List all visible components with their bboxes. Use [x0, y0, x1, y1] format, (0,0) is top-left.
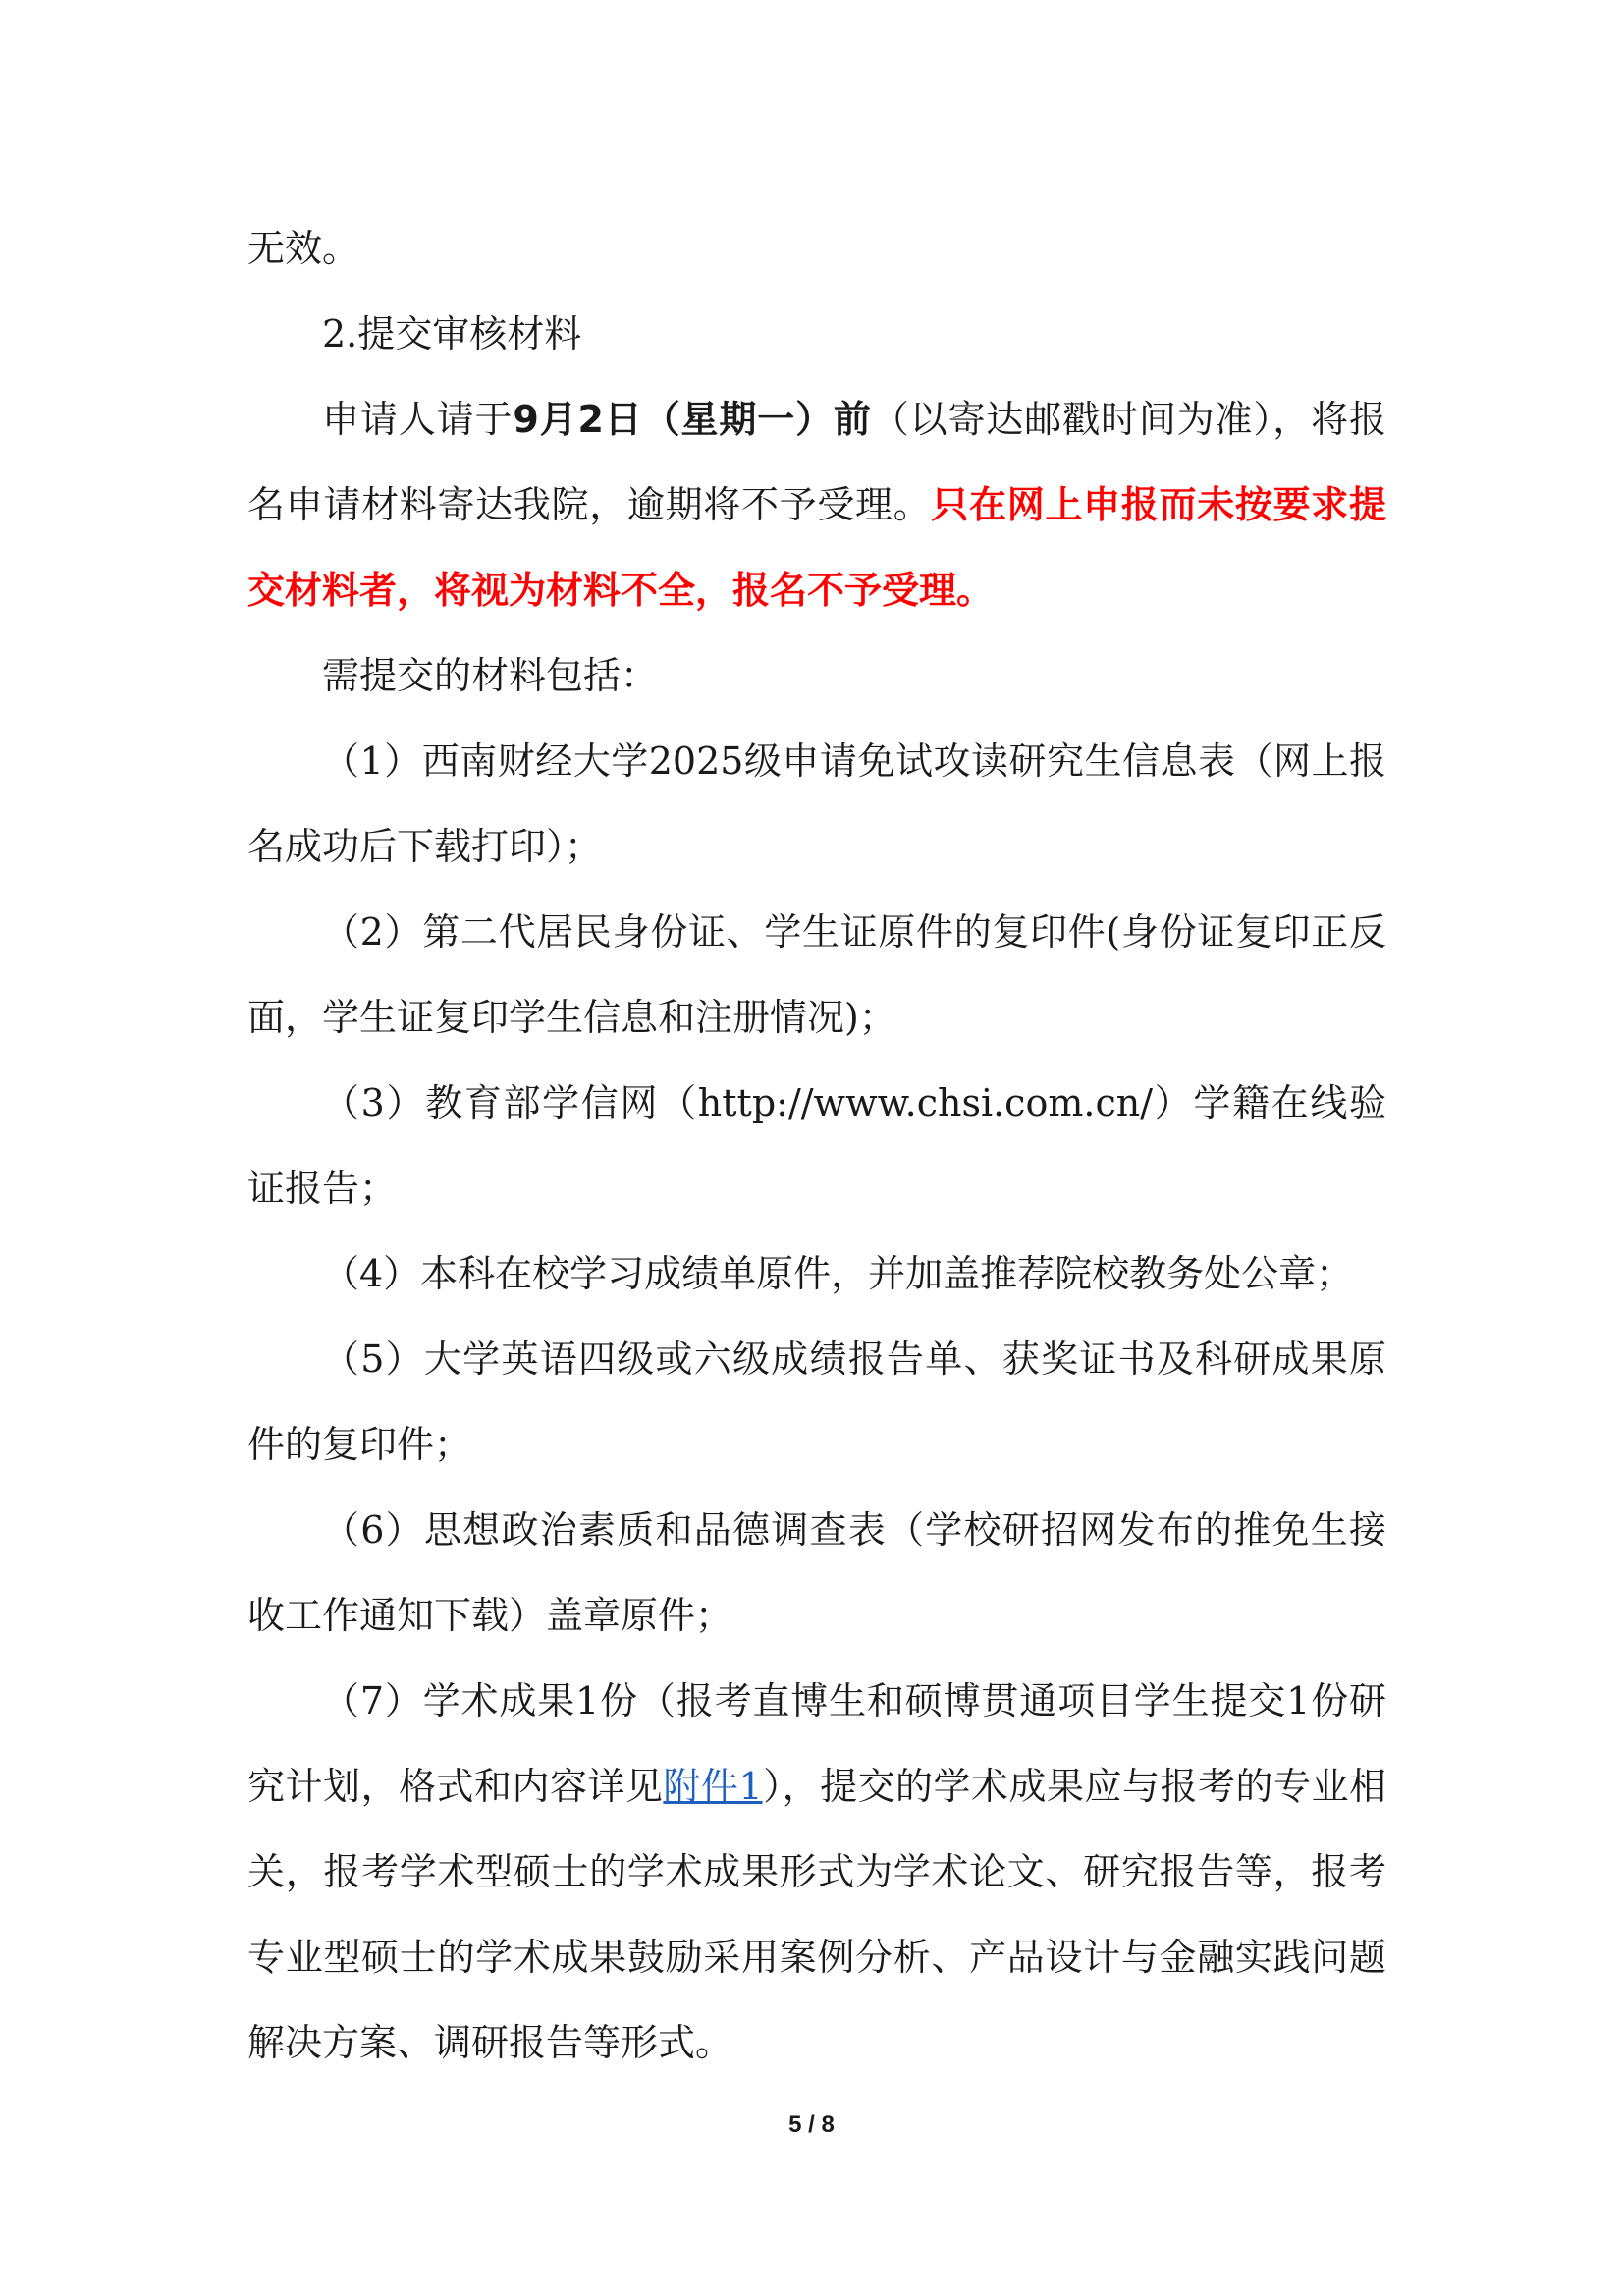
- material-item-6: [247, 1488, 1386, 1659]
- section-heading-text: 2.提交审核材料: [322, 312, 582, 355]
- material-item-3-text: （3）教育部学信网（http://www.chsi.com.cn/）学籍在线验证报告；: [247, 1081, 1386, 1210]
- material-item-1: [247, 719, 1386, 890]
- document-body: [247, 206, 1386, 2086]
- materials-intro-text: 需提交的材料包括：: [322, 654, 659, 697]
- material-item-7-text-b: ），提交的学术成果应与报考的专业相关，报考学术型硕士的学术成果形式为学术论文、研究报告等，报考专业型硕士的学术成果鼓励采用案例分析、产品设计与金融实践问题解决方案、调研报告等形式。: [247, 1765, 1386, 2064]
- deadline-date: 9月2日（星期一）前: [513, 398, 872, 441]
- deadline-detail: （以寄达邮戳时间为准），将报名申请材料寄达我院，逾期将不予受理。: [247, 398, 1386, 526]
- material-item-2-text: （2）第二代居民身份证、学生证原件的复印件(身份证复印正反面，学生证复印学生信息和注册情况)；: [247, 910, 1386, 1039]
- material-item-4-text: （4）本科在校学习成绩单原件，并加盖推荐院校教务处公章；: [322, 1252, 1354, 1295]
- section-heading: [247, 292, 1386, 377]
- material-item-4: [247, 1231, 1386, 1317]
- material-item-3: [247, 1061, 1386, 1231]
- page-number: 5 / 8: [788, 2111, 835, 2138]
- materials-intro: [247, 633, 1386, 719]
- paragraph-deadline: [247, 377, 1386, 633]
- material-item-5-text: （5）大学英语四级或六级成绩报告单、获奖证书及科研成果原件的复印件；: [247, 1338, 1386, 1466]
- material-item-1-text: （1）西南财经大学2025级申请免试攻读研究生信息表（网上报名成功后下载打印）；: [247, 739, 1386, 868]
- paragraph-continuation: [247, 206, 1386, 292]
- material-item-6-text: （6）思想政治素质和品德调查表（学校研招网发布的推免生接收工作通知下载）盖章原件；: [247, 1508, 1386, 1637]
- material-item-7-text-a: （7）学术成果1份（报考直博生和硕博贯通项目学生提交1份研究计划，格式和内容详见: [247, 1679, 1386, 1808]
- material-item-7: [247, 1659, 1386, 2086]
- deadline-warning: 只在网上申报而未按要求提交材料者，将视为材料不全，报名不予受理。: [247, 483, 1386, 612]
- material-item-5: [247, 1317, 1386, 1488]
- material-item-2: [247, 890, 1386, 1061]
- attachment-1-link[interactable]: 附件1: [663, 1765, 763, 1808]
- deadline-intro: 申请人请于: [322, 398, 514, 441]
- continuation-text: 无效。: [247, 227, 360, 270]
